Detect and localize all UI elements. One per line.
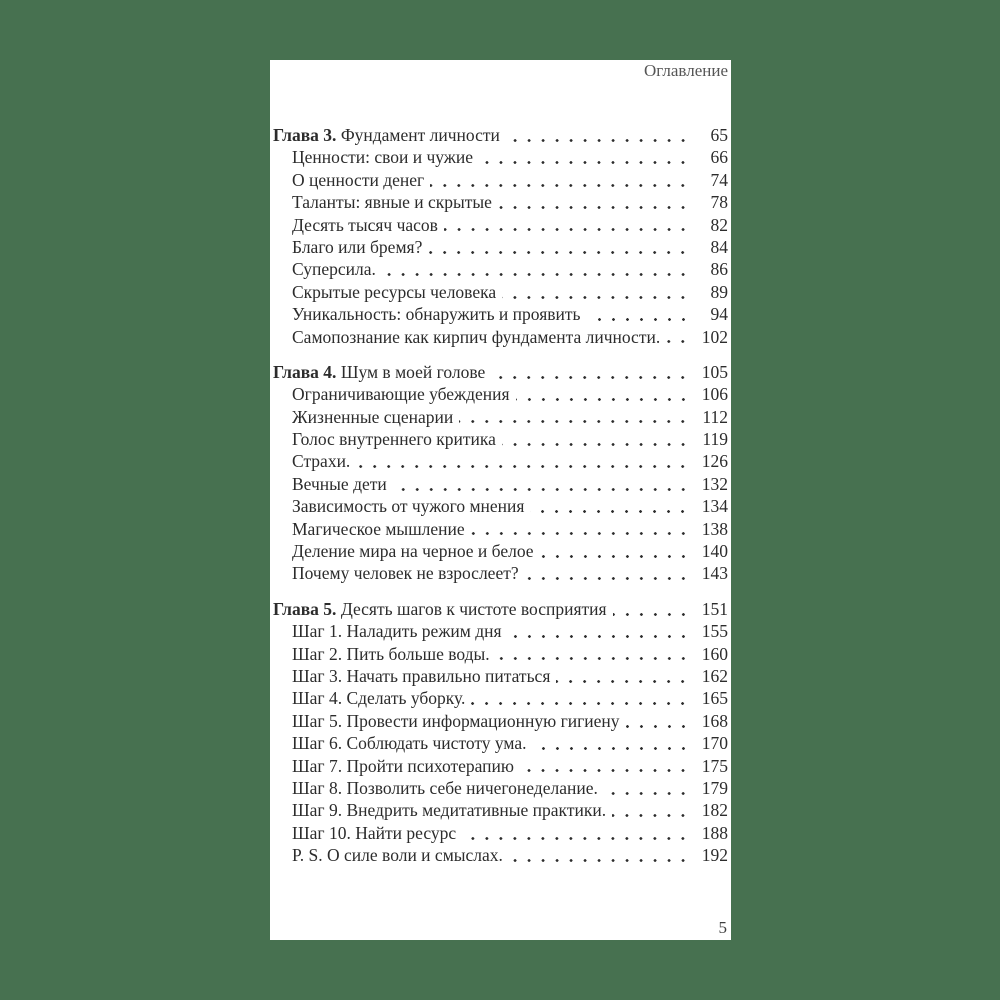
toc-entry-row [273,495,728,517]
toc-entry-row [273,687,728,709]
entry-page-number: 155 [701,621,728,642]
toc-entry-row [273,844,728,866]
dot-leader [459,406,692,428]
entry-page-number: 74 [710,169,728,190]
toc-entry-row [273,562,728,584]
toc-entry-row [273,665,728,687]
dot-leader [626,710,692,732]
toc-entry-row [273,406,728,428]
section-entries [273,383,728,585]
dot-leader [479,146,692,168]
toc-entry-row [273,428,728,450]
entry-page-number: 134 [701,496,728,517]
entry-title: Зависимость от чужого мнения [292,496,525,517]
chapter-row [273,361,728,383]
dot-leader [540,540,692,562]
dot-leader [508,620,692,642]
entry-title: Благо или бремя? [292,236,423,257]
chapter-label: Глава 3. [273,125,337,145]
entry-page-number: 143 [701,563,728,584]
entry-title: Шаг 8. Позволить себе ничегонеделание. [292,777,598,798]
toc-entry-row [273,191,728,213]
entry-page-number: 162 [701,665,728,686]
dot-leader [516,383,692,405]
entry-title: Шаг 9. Внедрить медитативные практики. [292,800,607,821]
entry-page-number: 168 [701,710,728,731]
entry-title: Скрытые ресурсы человека [292,281,497,302]
entry-page-number: 126 [701,451,728,472]
entry-title: Шаг 5. Провести информационную гигиену [292,710,620,731]
toc-entry-row [273,518,728,540]
toc-entry-row [273,169,728,191]
entry-title: Магическое мышление [292,518,465,539]
dot-leader [471,687,692,709]
chapter-label: Глава 4. [273,361,337,382]
entry-page-number: 165 [701,688,728,709]
chapter-title: Десять шагов к чистоте восприятия [340,598,607,619]
entry-title: Уникальность: обнаружить и проявить [292,304,581,325]
entry-page-number: 106 [701,384,728,405]
entry-page-number: 179 [701,777,728,798]
toc-entry-row [273,326,728,348]
chapter-page-number: 65 [710,125,728,145]
entry-page-number: 94 [710,304,728,325]
chapter-row [273,598,728,620]
toc-entry-row [273,214,728,236]
dot-leader [613,598,692,620]
section-entries [273,620,728,866]
entry-page-number: 119 [702,429,728,450]
dot-leader [428,236,692,258]
dot-leader [612,799,692,821]
entry-title: Шаг 1. Наладить режим дня [292,621,502,642]
entry-title: Шаг 2. Пить больше воды. [292,643,490,664]
entry-page-number: 182 [701,800,728,821]
entry-page-number: 138 [701,518,728,539]
toc-entry-row [273,146,728,168]
toc-entry-row [273,643,728,665]
chapter-row [273,124,728,146]
entry-title: Почему человек не взрослеет? [292,563,519,584]
toc-section [273,361,728,585]
chapter-title: Фундамент личности [340,125,500,145]
toc-entry-row [273,732,728,754]
entry-title: О ценности денег [292,169,425,190]
toc-entry-row [273,258,728,280]
dot-leader [530,495,692,517]
dot-leader [502,428,692,450]
entry-page-number: 89 [710,281,728,302]
entry-page-number: 82 [710,214,728,235]
entry-page-number: 175 [701,755,728,776]
toc-section [273,124,728,348]
entry-title: Вечные дети [292,473,387,494]
section-entries [273,146,728,348]
page-number-footer: 5 [718,918,727,937]
dot-leader [525,562,692,584]
toc-entry-row [273,383,728,405]
toc-entry-row [273,473,728,495]
toc-entry-row [273,303,728,325]
entry-page-number: 132 [701,473,728,494]
dot-leader [556,665,692,687]
toc-section [273,598,728,867]
dot-leader [666,326,692,348]
entry-title: Голос внутреннего критика [292,429,496,450]
dot-leader [496,643,692,665]
entry-title: Суперсила. [292,259,376,280]
entry-title: Деление мира на черное и белое [292,541,534,562]
entry-title: Шаг 4. Сделать уборку. [292,688,466,709]
entry-page-number: 140 [701,541,728,562]
toc-entry-row [273,620,728,642]
entry-title: Самопознание как кирпич фундамента личности. [292,326,661,347]
dot-leader [430,169,692,191]
dot-leader [471,518,692,540]
entry-title: Шаг 10. Найти ресурс [292,822,457,843]
dot-leader [444,214,692,236]
dot-leader [491,361,692,383]
entry-page-number: 160 [701,643,728,664]
dot-leader [604,777,692,799]
entry-page-number: 78 [710,192,728,213]
dot-leader [356,450,692,472]
entry-title: Шаг 3. Начать правильно питаться [292,665,551,686]
toc [273,124,728,867]
page-header-title: Оглавление [644,61,728,80]
entry-page-number: 102 [701,326,728,347]
dot-leader [462,822,692,844]
dot-leader [587,303,692,325]
dot-leader [498,191,692,213]
dot-leader [506,124,692,146]
dot-leader [502,281,692,303]
entry-title: Ценности: свои и чужие [292,147,474,168]
toc-entry-row [273,236,728,258]
dot-leader [520,755,692,777]
entry-page-number: 86 [710,259,728,280]
toc-entry-row [273,450,728,472]
entry-title: Десять тысяч часов [292,214,438,235]
chapter-title: Шум в моей голове [340,361,486,382]
chapter-page-number: 151 [701,598,728,619]
chapter-page-number: 105 [701,361,728,382]
toc-entry-row [273,540,728,562]
chapter-label: Глава 5. [273,598,337,619]
dot-leader [509,844,692,866]
toc-entry-row [273,755,728,777]
toc-entry-row [273,710,728,732]
entry-page-number: 188 [701,822,728,843]
toc-entry-row [273,822,728,844]
toc-entry-row [273,799,728,821]
dot-leader [382,258,692,280]
toc-entry-row [273,281,728,303]
entry-title: P. S. О силе воли и смыслах. [292,845,503,866]
dot-leader [533,732,692,754]
entry-title: Таланты: явные и скрытые [292,192,492,213]
dot-leader [393,473,692,495]
entry-title: Ограничивающие убеждения [292,384,510,405]
entry-page-number: 112 [702,406,728,427]
entry-title: Жизненные сценарии [292,406,454,427]
entry-title: Шаг 6. Соблюдать чистоту ума. [292,733,527,754]
entry-title: Шаг 7. Пройти психотерапию [292,755,514,776]
entry-page-number: 66 [710,147,728,168]
toc-entry-row [273,777,728,799]
entry-page-number: 84 [710,236,728,257]
book-page [270,60,731,940]
entry-page-number: 170 [701,733,728,754]
entry-page-number: 192 [701,845,728,866]
entry-title: Страхи. [292,451,351,472]
